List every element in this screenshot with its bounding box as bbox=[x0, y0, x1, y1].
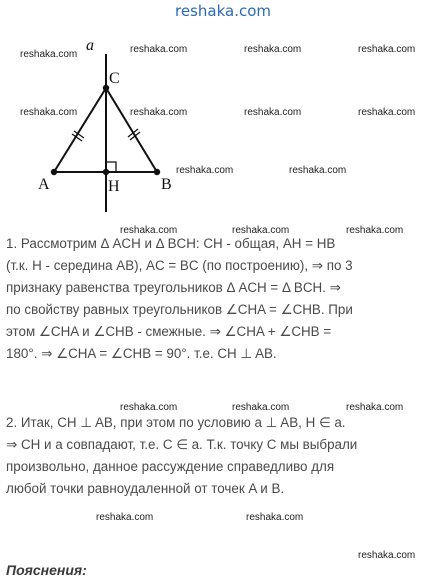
watermark: reshaka.com bbox=[130, 44, 188, 55]
watermark: reshaka.com bbox=[358, 107, 416, 118]
point-b-dot bbox=[154, 169, 160, 175]
para2-line: ⇒ CH и a совпадают, т.е. C ∈ a. Т.к. точку C мы выбрали bbox=[6, 437, 358, 452]
para2-line: 2. Итак, CH ⊥ AB, при этом по условию a ⊥ AB, H ∈ a. bbox=[6, 415, 346, 430]
label-b: B bbox=[161, 176, 172, 193]
para1-line: признаку равенства треугольников Δ ACH = Δ BCH. ⇒ bbox=[6, 280, 341, 295]
point-h-dot bbox=[103, 169, 109, 175]
watermark: reshaka.com bbox=[232, 402, 290, 413]
paragraph-2 bbox=[6, 412, 442, 500]
watermark: reshaka.com bbox=[358, 44, 416, 55]
watermark: reshaka.com bbox=[20, 49, 78, 60]
label-a-line: a bbox=[86, 37, 94, 54]
watermark: reshaka.com bbox=[346, 225, 404, 236]
watermark: reshaka.com bbox=[358, 550, 416, 561]
watermark: reshaka.com bbox=[120, 402, 178, 413]
watermark: reshaka.com bbox=[176, 165, 234, 176]
section-heading: Пояснения: bbox=[6, 562, 87, 578]
watermark: reshaka.com bbox=[232, 225, 290, 236]
watermark: reshaka.com bbox=[120, 225, 178, 236]
watermark: reshaka.com bbox=[130, 107, 188, 118]
label-c: C bbox=[109, 70, 120, 87]
para2-line: любой точки равноудаленной от точек A и B. bbox=[6, 481, 285, 496]
triangle-figure bbox=[0, 0, 446, 215]
label-a: A bbox=[38, 176, 50, 193]
watermark: reshaka.com bbox=[96, 512, 154, 523]
side-bc bbox=[106, 88, 157, 172]
watermark: reshaka.com bbox=[346, 402, 404, 413]
watermark: reshaka.com bbox=[244, 44, 302, 55]
para1-line: по свойству равных треугольников ∠CHA = ∠CHB. При bbox=[6, 302, 353, 317]
watermark: reshaka.com bbox=[246, 512, 304, 523]
point-a-dot bbox=[51, 169, 57, 175]
watermark: reshaka.com bbox=[20, 107, 78, 118]
watermark: reshaka.com bbox=[289, 165, 347, 176]
side-ac bbox=[54, 88, 106, 172]
paragraph-1 bbox=[6, 233, 442, 365]
para1-line: 180°. ⇒ ∠CHA = ∠CHB = 90°. т.е. CH ⊥ AB. bbox=[6, 346, 277, 361]
para1-line: этом ∠CHA и ∠CHB - смежные. ⇒ ∠CHA + ∠CHB = bbox=[6, 324, 332, 339]
para2-line: произвольно, данное рассуждение справедливо для bbox=[6, 459, 335, 474]
label-h: H bbox=[108, 178, 120, 195]
site-title[interactable]: reshaka.com bbox=[175, 2, 271, 20]
watermark: reshaka.com bbox=[244, 107, 302, 118]
para1-line: 1. Рассмотрим Δ ACH и Δ BCH: CH - общая, AH = HB bbox=[6, 236, 336, 251]
para1-line: (т.к. H - середина AB), AC = BC (по построению), ⇒ по 3 bbox=[6, 258, 353, 273]
